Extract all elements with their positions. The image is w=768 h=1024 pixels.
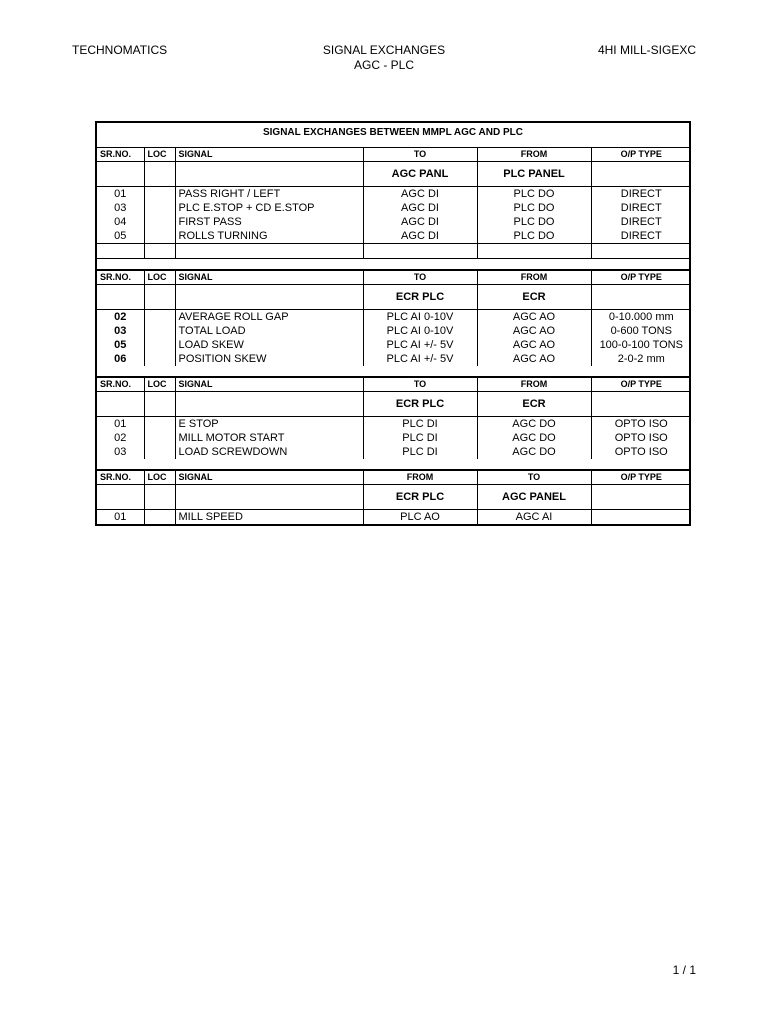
signal-cell: MILL SPEED: [175, 510, 363, 525]
empty-cell: [175, 392, 363, 417]
subheader-cell: AGC PANL: [363, 162, 477, 187]
signal-table: [97, 148, 691, 524]
col4-cell: PLC DI: [363, 417, 477, 432]
loc-cell: [144, 324, 175, 338]
signal-cell: PASS RIGHT / LEFT: [175, 187, 363, 202]
op-type-cell: DIRECT: [620, 188, 662, 200]
gap-cell: [97, 259, 691, 271]
column-header: FROM: [477, 148, 591, 162]
section-header-row: [97, 270, 691, 285]
column-header: SR.NO.: [97, 377, 144, 392]
column-header: LOC: [144, 377, 175, 392]
subheader-cell: ECR PLC: [363, 285, 477, 310]
section-header-row: [97, 148, 691, 162]
empty-cell: [591, 162, 691, 187]
signal-exchange-sheet: [95, 121, 691, 526]
column-header: LOC: [144, 470, 175, 485]
column-header: SIGNAL: [175, 148, 363, 162]
col5-cell: PLC DO: [477, 201, 591, 215]
signal-row: [97, 431, 691, 445]
signal-row: [97, 187, 691, 202]
signal-cell: TOTAL LOAD: [175, 324, 363, 338]
column-header: FROM: [477, 270, 591, 285]
col4-cell: PLC AI +/- 5V: [363, 338, 477, 352]
column-header: TO: [363, 270, 477, 285]
column-header: O/P TYPE: [591, 148, 691, 162]
header-left: TECHNOMATICS: [72, 43, 168, 57]
col5-cell: PLC DO: [477, 215, 591, 229]
signal-row: [97, 310, 691, 325]
col4-cell: AGC DI: [363, 187, 477, 202]
op-type-cell: DIRECT: [620, 202, 662, 214]
empty-cell: [97, 162, 144, 187]
signal-row: [97, 338, 691, 352]
loc-cell: [144, 201, 175, 215]
column-header: SR.NO.: [97, 470, 144, 485]
col4-cell: PLC AI 0-10V: [363, 310, 477, 325]
sr-no-cell: 05: [97, 229, 144, 244]
empty-cell: [175, 485, 363, 510]
column-header: FROM: [363, 470, 477, 485]
signal-cell: MILL MOTOR START: [175, 431, 363, 445]
signal-cell: POSITION SKEW: [175, 352, 363, 366]
op-type-cell: OPTO ISO: [614, 446, 668, 458]
empty-cell: [144, 162, 175, 187]
column-header: TO: [363, 377, 477, 392]
sr-no-cell: 04: [97, 215, 144, 229]
empty-cell: [144, 285, 175, 310]
col5-cell: AGC AO: [477, 324, 591, 338]
loc-cell: [144, 310, 175, 325]
sr-no-cell: 03: [97, 201, 144, 215]
col4-cell: AGC DI: [363, 229, 477, 244]
empty-cell: [97, 285, 144, 310]
section-gap: [97, 459, 691, 470]
column-header: SR.NO.: [97, 148, 144, 162]
loc-cell: [144, 510, 175, 525]
empty-cell: [144, 485, 175, 510]
signal-cell: LOAD SKEW: [175, 338, 363, 352]
loc-cell: [144, 431, 175, 445]
op-type-cell: DIRECT: [620, 216, 662, 228]
gap-cell: [97, 459, 691, 470]
sr-no-cell: 06: [97, 352, 144, 366]
section-subheader-row: [97, 392, 691, 417]
sr-no-cell: 01: [97, 510, 144, 525]
subheader-cell: ECR PLC: [363, 392, 477, 417]
column-header: SR.NO.: [97, 270, 144, 285]
col5-cell: AGC AO: [477, 310, 591, 325]
column-header: SIGNAL: [175, 470, 363, 485]
column-header: TO: [477, 470, 591, 485]
signal-row: [97, 352, 691, 366]
header-right: 4HI MILL-SIGEXC: [597, 43, 696, 57]
empty-cell: [144, 392, 175, 417]
col5-cell: AGC AO: [477, 352, 591, 366]
signal-cell: LOAD SCREWDOWN: [175, 445, 363, 459]
section-header-row: [97, 377, 691, 392]
subheader-cell: PLC PANEL: [477, 162, 591, 187]
signal-cell: PLC E.STOP + CD E.STOP: [175, 201, 363, 215]
signal-row: [97, 201, 691, 215]
col5-cell: PLC DO: [477, 187, 591, 202]
empty-cell: [175, 285, 363, 310]
subheader-cell: ECR: [477, 285, 591, 310]
loc-cell: [144, 352, 175, 366]
sr-no-cell: 02: [97, 431, 144, 445]
column-header: FROM: [477, 377, 591, 392]
empty-cell: [175, 162, 363, 187]
empty-cell: [591, 392, 691, 417]
op-type-cell: 0-10.000 mm: [608, 311, 674, 323]
section-subheader-row: [97, 285, 691, 310]
col5-cell: AGC AO: [477, 338, 591, 352]
signal-cell: ROLLS TURNING: [175, 229, 363, 244]
sr-no-cell: 01: [97, 417, 144, 432]
column-header: SIGNAL: [175, 270, 363, 285]
col5-cell: AGC DO: [477, 445, 591, 459]
sr-no-cell: 03: [97, 324, 144, 338]
signal-cell: AVERAGE ROLL GAP: [175, 310, 363, 325]
column-header: O/P TYPE: [591, 377, 691, 392]
sr-no-cell: 05: [97, 338, 144, 352]
header-subtitle: AGC - PLC: [353, 58, 414, 72]
sheet-title: SIGNAL EXCHANGES BETWEEN MMPL AGC AND PLC: [97, 123, 689, 148]
col5-cell: PLC DO: [477, 229, 591, 244]
column-header: O/P TYPE: [591, 270, 691, 285]
empty-cell: [591, 485, 691, 510]
column-header: TO: [363, 148, 477, 162]
header-title: SIGNAL EXCHANGES: [322, 43, 446, 57]
column-header: O/P TYPE: [591, 470, 691, 485]
op-type-cell: 100-0-100 TONS: [599, 339, 683, 351]
op-type-cell: OPTO ISO: [614, 418, 668, 430]
empty-cell: [591, 285, 691, 310]
col4-cell: PLC DI: [363, 445, 477, 459]
signal-row: [97, 510, 691, 525]
subheader-cell: ECR: [477, 392, 591, 417]
section-header-row: [97, 470, 691, 485]
op-type-cell: DIRECT: [620, 230, 662, 242]
gap-cell: [97, 366, 691, 377]
empty-cell: [97, 392, 144, 417]
loc-cell: [144, 229, 175, 244]
section-gap: [97, 259, 691, 271]
loc-cell: [144, 338, 175, 352]
col4-cell: PLC AI +/- 5V: [363, 352, 477, 366]
col4-cell: PLC DI: [363, 431, 477, 445]
empty-cell: [175, 244, 363, 259]
sr-no-cell: 03: [97, 445, 144, 459]
signal-row: [97, 324, 691, 338]
col4-cell: AGC DI: [363, 215, 477, 229]
column-header: LOC: [144, 148, 175, 162]
signal-row: [97, 445, 691, 459]
empty-cell: [363, 244, 477, 259]
section-subheader-row: [97, 485, 691, 510]
loc-cell: [144, 445, 175, 459]
empty-cell: [144, 244, 175, 259]
signal-row: [97, 229, 691, 244]
column-header: SIGNAL: [175, 377, 363, 392]
section-subheader-row: [97, 162, 691, 187]
col5-cell: AGC AI: [477, 510, 591, 525]
loc-cell: [144, 187, 175, 202]
signal-cell: E STOP: [175, 417, 363, 432]
empty-cell: [97, 244, 144, 259]
blank-row: [97, 244, 691, 259]
op-type-cell: OPTO ISO: [614, 432, 668, 444]
empty-cell: [97, 485, 144, 510]
op-type-cell: 0-600 TONS: [610, 325, 672, 337]
empty-cell: [591, 244, 691, 259]
col5-cell: AGC DO: [477, 431, 591, 445]
column-header: LOC: [144, 270, 175, 285]
signal-row: [97, 215, 691, 229]
col4-cell: PLC AO: [363, 510, 477, 525]
col5-cell: AGC DO: [477, 417, 591, 432]
subheader-cell: AGC PANEL: [477, 485, 591, 510]
subheader-cell: ECR PLC: [363, 485, 477, 510]
col4-cell: AGC DI: [363, 201, 477, 215]
signal-cell: FIRST PASS: [175, 215, 363, 229]
loc-cell: [144, 215, 175, 229]
loc-cell: [144, 417, 175, 432]
signal-row: [97, 417, 691, 432]
op-type-cell: 2-0-2 mm: [617, 353, 665, 365]
empty-cell: [477, 244, 591, 259]
op-type-cell: [591, 510, 691, 525]
sr-no-cell: 02: [97, 310, 144, 325]
sr-no-cell: 01: [97, 187, 144, 202]
page-number: 1 / 1: [672, 963, 696, 977]
section-gap: [97, 366, 691, 377]
col4-cell: PLC AI 0-10V: [363, 324, 477, 338]
